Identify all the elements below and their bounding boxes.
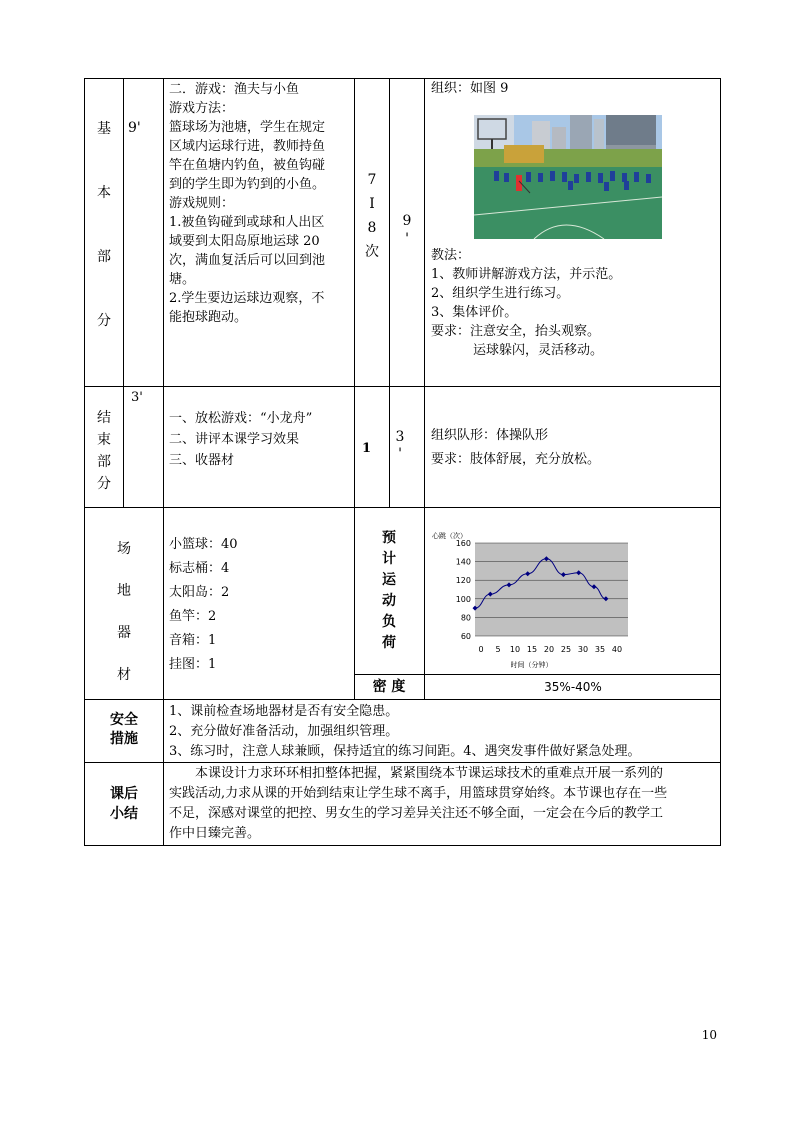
basic-section-label [86,118,122,330]
chart-x-tick-label: 40 [611,645,623,654]
safety-label [86,711,162,749]
game-photo [474,115,662,239]
heart-rate-chart-svg [428,528,634,670]
basic-content-line: 域要到太阳岛原地运球 20 [169,234,320,249]
ending-duration [391,429,409,463]
chart-y-tick-label: 160 [455,539,471,548]
chart-y-tick-label: 80 [460,613,471,623]
equipment-label-char: 场 [117,541,131,557]
ending-org-line: 组织队形：体操队形 [431,428,549,443]
basic-content-line: 能抱球跑动。 [169,310,248,325]
basic-section-char: 分 [97,313,111,329]
load-label-char: 动 [382,593,396,609]
chart-x-tick-label: 0 [478,645,484,654]
page-number: 10 [701,1028,717,1042]
ending-section-label [86,407,122,495]
summary-label-line: 小结 [110,806,138,822]
basic-method-line: 1、教师讲解游戏方法，并示范。 [431,267,622,282]
equipment-label-char: 器 [117,625,131,641]
basic-content-line: 1.被鱼钩碰到或球和人出区 [169,215,325,230]
safety-content [169,702,719,762]
basic-content-line: 竿在鱼塘内钓鱼，被鱼钩碰 [169,158,326,173]
chart-y-tick-label: 100 [455,594,471,604]
basic-count-char: I [369,196,375,212]
chart-x-tick-label: 5 [495,645,501,654]
summary-line: 不足，深感对课堂的把控、男女生的学习差异关注还不够全面，一定会在今后的教学工 [169,806,664,821]
basic-count [356,168,388,264]
safety-label-line: 安全 [110,712,138,728]
equipment-item: 小篮球：40 [169,537,238,552]
ending-content-line: 一、放松游戏：“小龙舟” [169,411,313,426]
ending-duration-char: 3 [395,429,405,445]
basic-method [431,246,716,360]
ending-org-line: 要求：肢体舒展，充分放松。 [431,452,601,467]
ending-section-char: 束 [97,432,111,448]
safety-line: 2、充分做好准备活动，加强组织管理。 [169,724,399,739]
basic-count-char: 8 [367,220,377,236]
basic-content-line: 2.学生要边运球边观察，不 [169,291,325,306]
basic-method-line: 要求：注意安全，抬头观察。 [431,324,601,339]
basic-content-line: 到的学生即为钓到的小鱼。 [169,177,326,192]
equipment-item: 音箱：1 [169,633,217,648]
chart-x-tick-label: 10 [509,645,521,654]
chart-x-tick-label: 25 [560,645,572,654]
load-label [356,528,422,654]
chart-y-tick-label: 140 [455,557,471,567]
chart-y-tick-label: 60 [460,632,471,641]
chart-x-tick-label: 20 [543,645,555,654]
chart-x-axis-label: 时间（分钟） [510,661,553,669]
chart-plot-area [475,543,628,636]
basic-time: 9' [128,120,141,136]
basic-content-line: 塘。 [169,272,196,287]
basic-method-line: 3、集体评价。 [431,305,518,320]
ending-content [169,408,351,471]
equipment-item: 标志桶：4 [169,561,230,576]
basic-content-line: 区域内运球行进，教师持鱼 [169,139,326,154]
basic-content-line: 篮球场为池塘，学生在规定 [169,120,326,135]
basic-content-line: 二．游戏：渔夫与小鱼 [169,82,300,97]
summary-line: 本课设计力求环环相扣整体把握，紧紧围绕本节课运球技术的重难点开展一系列的 [195,766,664,781]
equipment-label-char: 材 [117,667,131,683]
equipment-label [86,542,162,682]
safety-line: 1、课前检查场地器材是否有安全隐患。 [169,704,399,719]
basic-count-char: 7 [367,172,377,188]
ending-time: 3' [131,390,143,405]
ending-content-line: 二、讲评本课学习效果 [169,432,300,447]
summary-label-line: 课后 [110,786,138,802]
basic-content [169,80,351,327]
summary-label [86,784,162,824]
ending-content-line: 三、收器材 [169,453,235,468]
chart-y-tick-label: 120 [455,576,471,586]
density-label: 密 度 [372,679,406,695]
basic-method-line: 运球躲闪，灵活移动。 [473,343,604,358]
load-label-char: 运 [382,572,396,588]
heart-rate-chart [428,528,634,670]
basic-method-line: 2、组织学生进行练习。 [431,286,570,301]
safety-label-line: 措施 [110,731,138,747]
equipment-item: 鱼竿：2 [169,609,217,624]
basic-method-line: 教法： [431,248,471,263]
equipment-label-char: 地 [117,583,131,599]
ending-duration-char: ' [398,446,402,462]
load-label-char: 计 [382,551,396,567]
basic-count-char: 次 [365,244,379,260]
load-label-char: 荷 [382,635,396,651]
ending-count: 1 [362,441,372,456]
basic-content-line: 次，满血复活后可以回到池 [169,253,326,268]
ending-section-char: 分 [97,476,111,492]
basic-duration-char: 9 [402,213,412,229]
basic-duration [391,212,423,248]
summary-line: 作中日臻完善。 [169,826,261,841]
ending-section-char: 结 [97,410,111,426]
summary-line: 实践活动,力求从课的开始到结束让学生球不离手，用篮球贯穿始终。本节课也存在一些 [169,786,668,801]
basic-duration-char: ' [405,231,409,247]
equipment-item: 太阳岛：2 [169,585,230,600]
summary-content [169,764,719,844]
equipment-item: 挂图：1 [169,657,217,672]
ending-section-char: 部 [97,454,111,470]
basic-org-label: 组织：如图 9 [431,81,509,96]
ending-org [431,424,716,472]
basic-section-char: 部 [97,249,111,265]
basic-content-line: 游戏方法： [169,101,235,116]
chart-x-tick-label: 30 [577,645,589,654]
basic-section-char: 基 [97,121,111,137]
density-value: 35%-40% [544,680,602,694]
game-photo-image [474,115,662,239]
safety-line: 3、练习时，注意人球兼顾，保持适宜的练习间距。4、遇突发事件做好紧急处理。 [169,744,641,759]
basic-section-char: 本 [97,185,111,201]
load-label-char: 预 [382,530,396,546]
load-label-char: 负 [382,614,396,630]
chart-x-tick-label: 35 [594,645,606,654]
equipment-list [169,533,351,677]
chart-x-tick-label: 15 [526,645,538,654]
basic-content-line: 游戏规则： [169,196,235,211]
chart-title: 心跳（次） [432,532,467,540]
